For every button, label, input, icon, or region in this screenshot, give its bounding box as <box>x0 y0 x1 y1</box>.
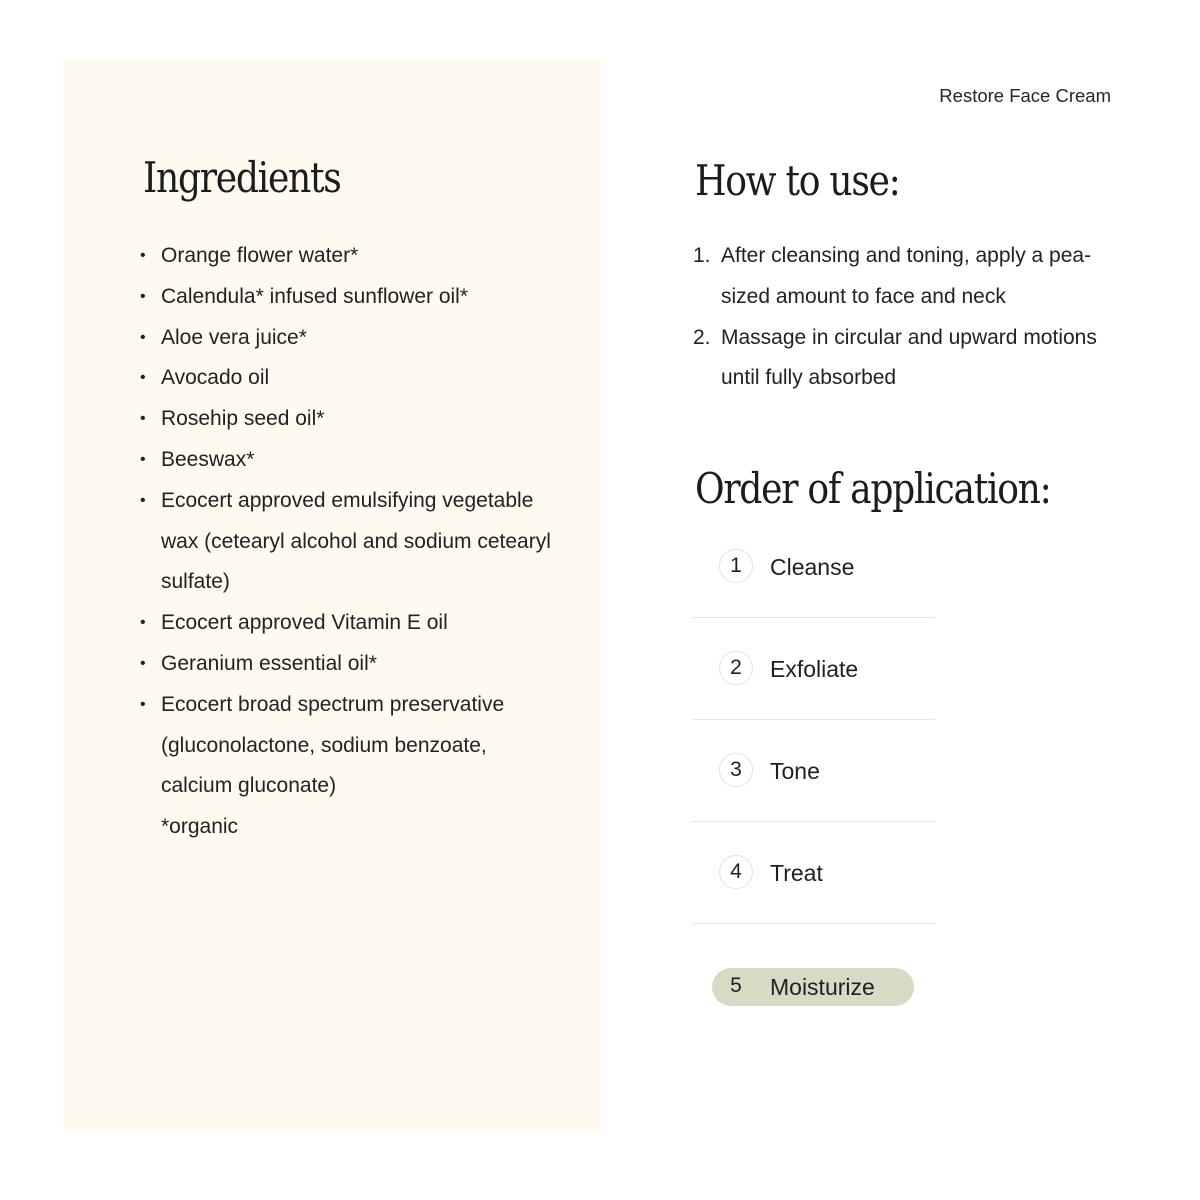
order-step-exfoliate[interactable] <box>692 618 935 720</box>
bullet-icon: • <box>140 369 146 387</box>
ingredient-text: Ecocert broad spectrum preservative (gluconolactone, sodium benzoate, calcium gluconate) <box>161 692 505 798</box>
order-step-moisturize[interactable] <box>692 924 935 1026</box>
step-text: After cleansing and toning, apply a pea-sized amount to face and neck <box>721 244 1092 308</box>
order-step-cleanse[interactable] <box>692 516 935 618</box>
step-label: Cleanse <box>770 554 855 580</box>
ingredient-text: Geranium essential oil* <box>161 651 377 675</box>
step-label: Tone <box>770 758 820 784</box>
bullet-icon: • <box>140 328 146 346</box>
bullet-icon: • <box>140 247 146 264</box>
ingredient-item <box>140 481 560 603</box>
step-number-badge: 5 <box>730 974 742 997</box>
bullet-icon: • <box>140 614 146 632</box>
step-number-badge: 3 <box>719 753 753 787</box>
ingredient-text: Calendula* infused sunflower oil* <box>161 284 469 308</box>
step-number-badge: 2 <box>719 651 753 685</box>
product-name: Restore Face Cream <box>939 85 1111 106</box>
ingredient-text: Aloe vera juice* <box>161 325 307 349</box>
ingredient-text: Beeswax* <box>161 447 255 471</box>
bullet-icon: • <box>140 410 146 428</box>
ingredient-item <box>140 236 560 277</box>
order-of-application-heading: Order of application: <box>695 464 1051 513</box>
bullet-icon: • <box>140 491 146 509</box>
ingredient-item <box>140 399 560 440</box>
ingredient-text: Ecocert approved emulsifying vegetable wax (cetearyl alcohol and sodium cetearyl sulfate) <box>161 488 551 594</box>
how-to-use-heading: How to use: <box>695 156 900 205</box>
how-to-step <box>693 318 1113 400</box>
bullet-icon: • <box>140 695 146 713</box>
organic-footnote: *organic <box>161 815 239 838</box>
step-text: Massage in circular and upward motions until fully absorbed <box>721 325 1097 390</box>
ingredient-text: Rosehip seed oil* <box>161 407 325 431</box>
ingredient-item <box>140 358 560 399</box>
how-to-use-list <box>693 236 1113 399</box>
bullet-icon: • <box>140 654 146 672</box>
step-number: 2. <box>693 325 711 349</box>
ingredient-item <box>140 685 560 807</box>
order-step-treat[interactable] <box>692 822 935 924</box>
bullet-icon: • <box>140 287 146 305</box>
bullet-icon: • <box>140 450 146 468</box>
ingredient-item <box>140 644 560 685</box>
how-to-step <box>693 236 1113 318</box>
order-steps <box>692 516 935 1026</box>
ingredients-heading: Ingredients <box>143 153 341 202</box>
ingredient-text: Ecocert approved Vitamin E oil <box>161 611 448 635</box>
step-label: Exfoliate <box>770 656 859 682</box>
step-label: Moisturize <box>770 974 875 1000</box>
step-number-badge: 1 <box>719 549 753 583</box>
ingredient-item <box>140 603 560 644</box>
ingredients-list <box>140 236 560 807</box>
step-label: Treat <box>770 860 823 886</box>
ingredient-item <box>140 318 560 359</box>
ingredient-text: Avocado oil <box>161 366 270 390</box>
order-step-tone[interactable] <box>692 720 935 822</box>
ingredient-text: Orange flower water* <box>161 244 359 267</box>
step-number-badge: 4 <box>719 855 753 889</box>
ingredient-item <box>140 440 560 481</box>
ingredient-item <box>140 277 560 318</box>
step-number: 1. <box>693 244 711 267</box>
